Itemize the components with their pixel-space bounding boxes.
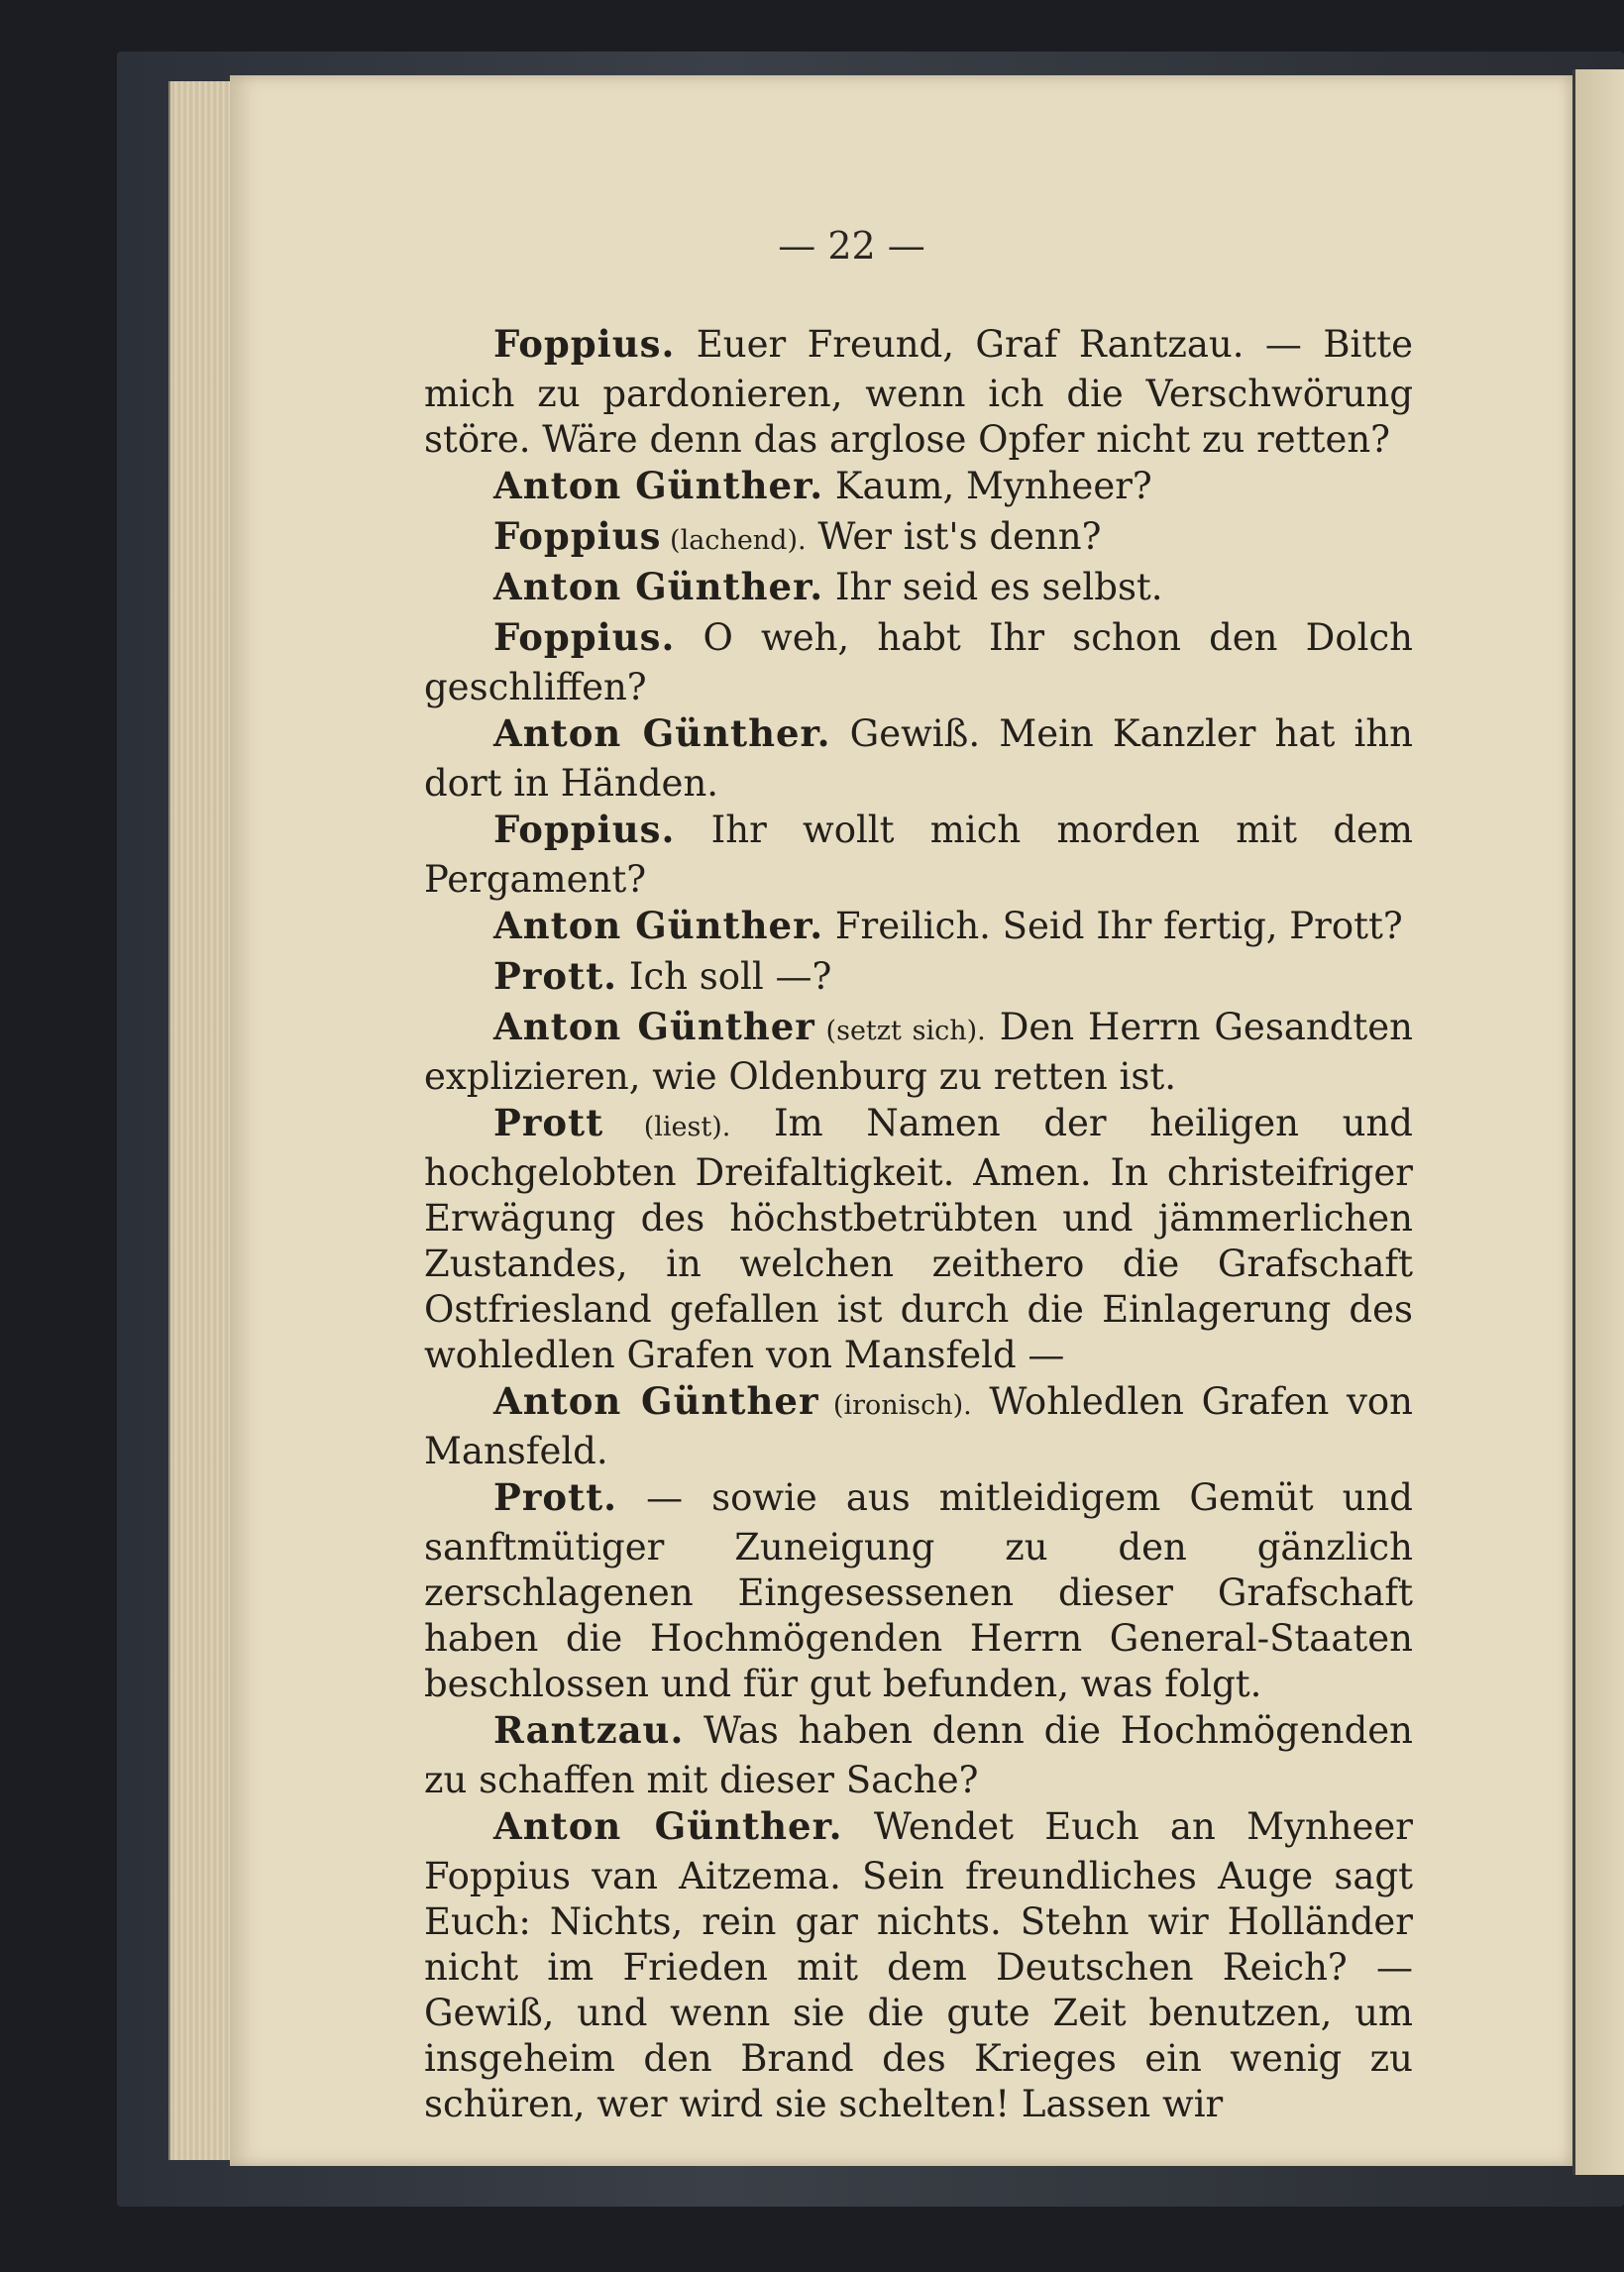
stage-direction: (liest).: [603, 1112, 731, 1142]
speaker-name: Anton Günther: [493, 1005, 815, 1048]
dialogue-line: [424, 710, 1413, 807]
dialogue-line: [424, 1707, 1413, 1803]
dialogue-line: [424, 1004, 1413, 1100]
dialogue-line: [424, 463, 1413, 513]
speaker-name: Rantzau.: [493, 1708, 685, 1752]
dialogue-text: Freilich. Seid Ihr fertig, Prott?: [823, 905, 1403, 947]
dialogue-line: [424, 1803, 1413, 2127]
dialogue-line: [424, 1474, 1413, 1707]
speaker-name: Prott: [493, 1101, 604, 1144]
dialogue-line: [424, 321, 1413, 463]
dialogue-text: Den Herrn Gesandten explizieren, wie Oldenburg zu retten ist.: [424, 1006, 1413, 1098]
dialogue-text: — sowie aus mitleidigem Gemüt und sanftmütiger Zuneigung zu den gänzlich zerschlagenen Eingesessenen dieser Grafschaft haben die Hochmögenden Herrn General-Staaten beschlossen und für gut befunden, was folgt.: [424, 1476, 1413, 1705]
speaker-name: Anton Günther.: [493, 464, 824, 507]
dialogue-line: [424, 614, 1413, 710]
speaker-name: Anton Günther: [493, 1379, 819, 1423]
dialogue-line: [424, 1378, 1413, 1474]
dialogue-text: Ihr seid es selbst.: [823, 566, 1163, 608]
dialogue-text: Ihr wollt mich morden mit dem Pergament?: [424, 809, 1413, 901]
speaker-name: Foppius.: [493, 322, 676, 366]
dialogue-text: Euer Freund, Graf Rantzau. — Bitte mich zu pardonieren, wenn ich die Verschwörung störe. Wäre denn das arglose Opfer nicht zu retten?: [424, 323, 1413, 461]
stage-direction: (ironisch).: [818, 1390, 972, 1421]
dialogue-text: Was haben denn die Hochmögenden zu schaffen mit dieser Sache?: [424, 1709, 1413, 1801]
dialogue-line: [424, 953, 1413, 1004]
stage-direction: (lachend).: [661, 525, 807, 556]
speaker-name: Anton Günther.: [493, 904, 824, 947]
speaker-name: Foppius: [493, 514, 662, 558]
dialogue-text: Wer ist's denn?: [806, 515, 1102, 558]
speaker-name: Foppius.: [493, 808, 676, 851]
stage-direction: (setzt sich).: [814, 1016, 986, 1046]
speaker-name: Foppius.: [493, 615, 676, 659]
speaker-name: Anton Günther.: [493, 711, 831, 755]
dialogue-text: Wendet Euch an Mynheer Foppius van Aitzema. Sein freundliches Auge sagt Euch: Nichts, rein gar nichts. Stehn wir Holländer nicht im Frieden mit dem Deutschen Reich? — Gewiß, und wenn sie die gute Zeit benutzen, um insgeheim den Brand des Krieges ein wenig zu schüren, wer wird sie schelten! Lassen wir: [424, 1805, 1413, 2125]
speaker-name: Prott.: [493, 954, 618, 998]
speaker-name: Prott.: [493, 1475, 618, 1519]
dialogue-text: Gewiß. Mein Kanzler hat ihn dort in Händen.: [424, 712, 1413, 805]
dialogue-text: Kaum, Mynheer?: [823, 465, 1152, 507]
dialogue-text: Ich soll —?: [617, 955, 832, 998]
speaker-name: Anton Günther.: [493, 1804, 843, 1848]
facing-page-edge: [1572, 69, 1624, 2175]
dialogue-line: [424, 807, 1413, 903]
dialogue-line: [424, 1100, 1413, 1378]
dialogue-text: Im Namen der heiligen und hochgelobten Dreifaltigkeit. Amen. In christeifriger Erwägung des höchstbetrübten und jämmerlichen Zustandes, in welchen zeithero die Grafschaft Ostfriesland gefallen ist durch die Einlagerung des wohledlen Grafen von Mansfeld —: [424, 1102, 1413, 1376]
page-body: [424, 321, 1413, 2127]
dialogue-text: Wohledlen Grafen von Mansfeld.: [424, 1380, 1413, 1472]
dialogue-line: [424, 564, 1413, 614]
page-number: — 22 —: [778, 224, 925, 268]
dialogue-line: [424, 903, 1413, 953]
speaker-name: Anton Günther.: [493, 565, 824, 608]
dialogue-line: [424, 513, 1413, 564]
dialogue-text: O weh, habt Ihr schon den Dolch geschliffen?: [424, 616, 1413, 708]
